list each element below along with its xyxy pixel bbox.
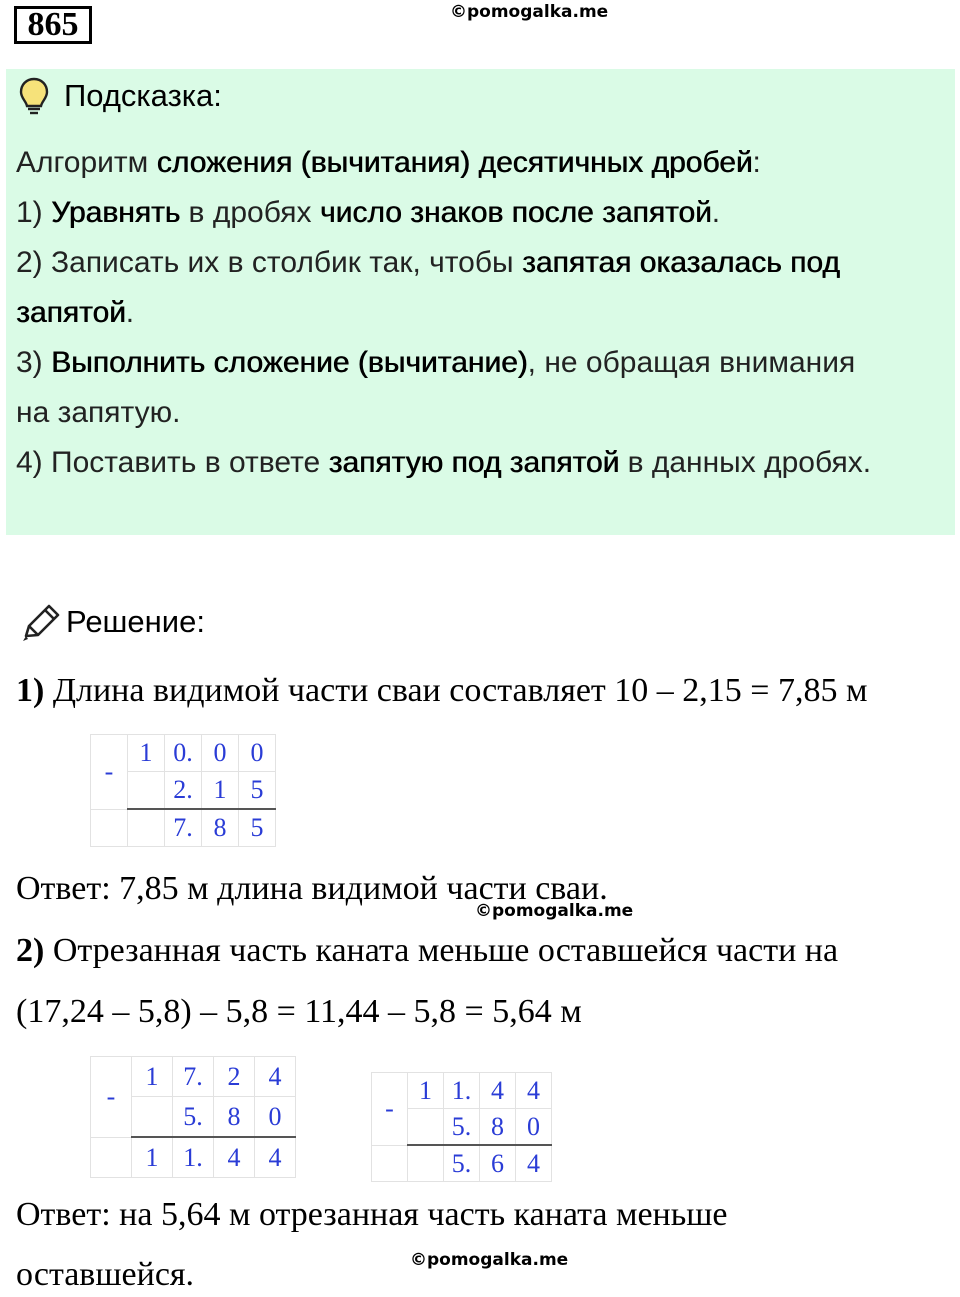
digit-cell: 5	[239, 772, 276, 810]
pencil-icon	[18, 602, 62, 649]
digit-cell: 0.	[165, 735, 202, 772]
hint-line	[16, 446, 871, 480]
empty-cell	[91, 1137, 132, 1178]
digit-cell: 4	[255, 1137, 296, 1178]
answer2-line1: Ответ: на 5,64 м отрезанная часть каната меньше	[16, 1196, 728, 1233]
hint-segment: .	[125, 296, 135, 329]
digit-cell: 5.	[444, 1109, 480, 1146]
hint-segment: 3)	[16, 346, 52, 379]
empty-cell	[91, 809, 128, 847]
hint-segment: в дробях	[180, 196, 320, 229]
digit-cell: 5.	[444, 1145, 480, 1182]
digit-cell: 5	[239, 809, 276, 847]
empty-cell	[372, 1145, 408, 1182]
solution-title: Решение:	[66, 604, 205, 639]
digit-cell: 2.	[165, 772, 202, 810]
calc-table-2	[90, 1056, 296, 1178]
digit-cell: 8	[214, 1097, 255, 1138]
digit-cell: 1	[408, 1073, 444, 1109]
watermark-middle: ©pomogalka.me	[475, 901, 634, 921]
task-number: 865	[14, 6, 92, 44]
digit-cell	[408, 1109, 444, 1146]
digit-cell: 8	[480, 1109, 516, 1146]
digit-cell: 8	[202, 809, 239, 847]
digit-cell: 0	[239, 735, 276, 772]
calc-table-1	[90, 734, 276, 847]
hint-emphasis: сложения (вычитания) десятичных дробей	[156, 146, 753, 179]
minus-sign: -	[91, 1057, 132, 1138]
hint-emphasis: Выполнить сложение (вычитание)	[51, 346, 528, 379]
digit-cell: 0	[255, 1097, 296, 1138]
digit-cell: 2	[214, 1057, 255, 1097]
digit-cell: 1	[132, 1137, 173, 1178]
minus-sign: -	[372, 1073, 408, 1146]
hint-segment: 2) Записать их в столбик так, чтобы	[16, 246, 522, 279]
digit-cell: 1	[128, 735, 165, 772]
lightbulb-icon	[18, 76, 50, 121]
hint-segment: :	[752, 146, 761, 179]
digit-cell: 0	[516, 1109, 552, 1146]
hint-emphasis: запятая оказалась под	[521, 246, 840, 279]
hint-line	[16, 146, 761, 180]
hint-emphasis: запятой	[16, 296, 126, 329]
digit-cell: 4	[214, 1137, 255, 1178]
digit-cell	[128, 809, 165, 847]
digit-cell: 1.	[444, 1073, 480, 1109]
digit-cell: 4	[516, 1073, 552, 1109]
hint-line	[16, 246, 840, 280]
watermark-bottom: ©pomogalka.me	[410, 1250, 569, 1270]
digit-cell: 1	[202, 772, 239, 810]
hint-line	[16, 196, 720, 230]
digit-cell: 0	[202, 735, 239, 772]
digit-cell	[408, 1145, 444, 1182]
digit-cell: 7.	[173, 1057, 214, 1097]
hint-line	[16, 296, 134, 330]
minus-sign: -	[91, 735, 128, 810]
hint-segment: .	[711, 196, 721, 229]
step2-text: 2) Отрезанная часть каната меньше оставшейся части на	[16, 932, 839, 969]
digit-cell: 1	[132, 1057, 173, 1097]
digit-cell: 4	[255, 1057, 296, 1097]
calc-table-3	[371, 1072, 552, 1182]
hint-emphasis: Уравнять	[51, 196, 181, 229]
digit-cell: 6	[480, 1145, 516, 1182]
digit-cell: 4	[516, 1145, 552, 1182]
hint-line	[16, 396, 180, 430]
step2-expression: (17,24 – 5,8) – 5,8 = 11,44 – 5,8 = 5,64 м	[16, 993, 582, 1030]
digit-cell	[128, 772, 165, 810]
hint-title: Подсказка:	[64, 78, 222, 113]
hint-segment: на запятую.	[16, 396, 181, 429]
hint-emphasis: запятую под запятой	[328, 446, 620, 479]
digit-cell: 5.	[173, 1097, 214, 1138]
digit-cell: 1.	[173, 1137, 214, 1178]
hint-segment: 1)	[16, 196, 52, 229]
step1-text: 1) Длина видимой части сваи составляет 10 – 2,15 = 7,85 м	[16, 672, 868, 709]
watermark-top: ©pomogalka.me	[450, 2, 609, 22]
hint-emphasis: число знаков после запятой	[319, 196, 712, 229]
digit-cell: 7.	[165, 809, 202, 847]
digit-cell	[132, 1097, 173, 1138]
hint-segment: Алгоритм	[16, 146, 157, 179]
hint-line	[16, 346, 855, 380]
digit-cell: 4	[480, 1073, 516, 1109]
answer2-line2: оставшейся.	[16, 1256, 195, 1293]
hint-segment: 4) Поставить в ответе	[16, 446, 329, 479]
answer1-text: Ответ: 7,85 м длина видимой части сваи.	[16, 870, 608, 907]
hint-segment: в данных дробях.	[619, 446, 872, 479]
hint-segment: , не обращая внимания	[527, 346, 856, 379]
